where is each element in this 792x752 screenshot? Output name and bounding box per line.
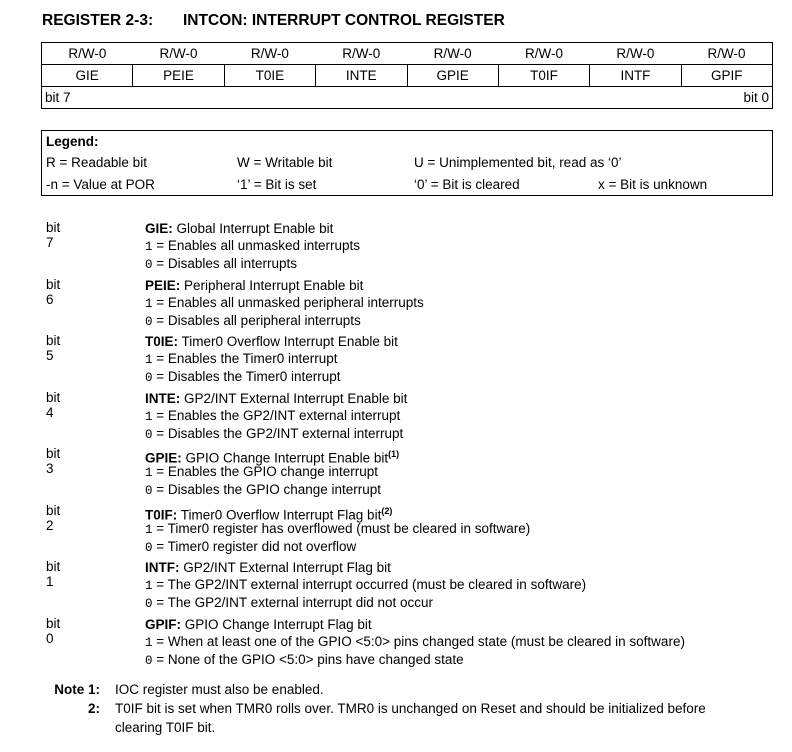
access-bit0: R/W-0 <box>681 43 772 65</box>
bit-label: bit 0 <box>46 615 61 646</box>
note-text: IOC register must also be enabled. <box>115 682 324 697</box>
legend-set: ‘1’ = Bit is set <box>237 177 317 192</box>
name-bit3: GPIE <box>407 65 498 87</box>
value-one-desc: = The GP2/INT external interrupt occurred (must be cleared in software) <box>152 577 587 592</box>
note-text: T0IF bit is set when TMR0 rolls over. TMR0 is unchanged on Reset and should be initialized before <box>115 701 706 716</box>
value-one-desc: = Enables all unmasked interrupts <box>152 238 361 253</box>
register-title <box>42 12 505 30</box>
bit-name: GPIF: <box>145 616 181 632</box>
note-key: 2: <box>87 701 100 716</box>
value-one-desc: = Enables the GPIO change interrupt <box>152 464 379 479</box>
value-zero: 0 <box>145 540 153 555</box>
bit-label: bit 5 <box>46 333 61 363</box>
access-bit4: R/W-0 <box>316 43 407 65</box>
value-one-desc: = Enables the Timer0 interrupt <box>152 351 338 366</box>
access-row <box>42 43 773 65</box>
bit-name: PEIE: <box>145 277 181 293</box>
legend-writable: W = Writable bit <box>237 155 333 170</box>
value-zero-desc: = None of the GPIO <5:0> pins have changed state <box>152 651 464 667</box>
access-bit2: R/W-0 <box>498 43 589 65</box>
bit-label: bit 4 <box>46 389 61 420</box>
lsb-label: bit 0 <box>743 90 769 105</box>
value-zero-desc: = Disables the Timer0 interrupt <box>152 369 341 384</box>
bit-title: GP2/INT External Interrupt Flag bit <box>179 560 391 575</box>
value-one: 1 <box>145 466 153 480</box>
register-name: INTCON: INTERRUPT CONTROL REGISTER <box>183 12 505 29</box>
bit-title: Timer0 Overflow Interrupt Flag bit <box>177 507 382 522</box>
value-zero-desc: = Timer0 register did not overflow <box>152 538 357 554</box>
bit-name: T0IF: <box>145 507 178 522</box>
value-zero-desc: = The GP2/INT external interrupt did not occur <box>152 595 434 610</box>
legend-readable: R = Readable bit <box>46 155 147 170</box>
value-one-desc: = Enables all unmasked peripheral interrupts <box>152 294 424 310</box>
name-bit0: GPIF <box>681 65 772 87</box>
note-2 <box>46 699 746 718</box>
access-bit1: R/W-0 <box>590 43 681 65</box>
value-zero: 0 <box>145 653 153 668</box>
value-zero-desc: = Disables the GP2/INT external interrupt <box>152 425 404 441</box>
name-bit4: INTE <box>316 65 407 87</box>
footnote-ref: (1) <box>388 449 400 459</box>
legend-cleared: ‘0’ = Bit is cleared <box>414 177 520 192</box>
value-one: 1 <box>145 522 153 537</box>
bit-label: bit 3 <box>46 446 61 476</box>
value-zero: 0 <box>145 597 153 611</box>
value-zero: 0 <box>145 371 153 385</box>
bit-name: INTE: <box>145 390 181 406</box>
value-one: 1 <box>145 579 153 593</box>
name-bit7: GIE <box>42 65 133 87</box>
value-zero: 0 <box>145 427 153 442</box>
access-bit6: R/W-0 <box>133 43 224 65</box>
name-bit2: T0IF <box>498 65 589 87</box>
bit-name: INTF: <box>145 560 180 575</box>
register-number: REGISTER 2-3: <box>42 12 154 29</box>
value-one: 1 <box>145 240 153 254</box>
name-bit1: INTF <box>590 65 681 87</box>
bit-title: Peripheral Interrupt Enable bit <box>180 277 364 293</box>
note-2-continued <box>46 718 746 737</box>
bit-label: bit 6 <box>46 276 61 307</box>
name-bit6: PEIE <box>133 65 224 87</box>
access-bit5: R/W-0 <box>224 43 315 65</box>
value-one: 1 <box>145 409 153 424</box>
bit-title: GPIO Change Interrupt Enable bit <box>181 450 389 466</box>
bit-title: Timer0 Overflow Interrupt Enable bit <box>178 334 398 349</box>
register-bit-table <box>41 42 773 109</box>
name-row <box>42 65 773 87</box>
value-zero-desc: = Disables the GPIO change interrupt <box>152 482 382 497</box>
value-one: 1 <box>145 296 153 311</box>
value-one: 1 <box>145 635 153 650</box>
bit-label: bit 1 <box>46 559 61 589</box>
bit-title: Global Interrupt Enable bit <box>172 221 334 236</box>
bit-name: GPIE: <box>145 450 182 466</box>
name-bit5: T0IE <box>224 65 315 87</box>
access-bit7: R/W-0 <box>42 43 133 65</box>
value-one-desc: = Timer0 register has overflowed (must be cleared in software) <box>152 520 531 536</box>
bit-title: GP2/INT External Interrupt Enable bit <box>180 390 408 406</box>
bit-name: T0IE: <box>145 334 179 349</box>
note-text: clearing T0IF bit. <box>115 720 216 735</box>
msb-label: bit 7 <box>45 90 71 105</box>
value-zero: 0 <box>145 258 153 272</box>
bit-label: bit 2 <box>46 502 61 533</box>
bit-name: GIE: <box>145 221 173 236</box>
legend-box <box>41 130 773 196</box>
footnote-ref: (2) <box>381 505 393 516</box>
notes-section <box>46 680 746 737</box>
value-zero: 0 <box>145 484 153 498</box>
value-zero: 0 <box>145 314 153 329</box>
bit-label: bit 7 <box>46 220 61 250</box>
legend-title: Legend: <box>46 134 99 149</box>
bit-position-row <box>42 87 773 109</box>
note-1 <box>46 680 746 699</box>
legend-unknown: x = Bit is unknown <box>598 177 708 192</box>
legend-unimplemented: U = Unimplemented bit, read as ‘0’ <box>414 155 622 170</box>
legend-por: -n = Value at POR <box>46 177 155 192</box>
bit-title: GPIO Change Interrupt Flag bit <box>181 616 372 632</box>
value-zero-desc: = Disables all peripheral interrupts <box>152 312 361 328</box>
value-one-desc: = When at least one of the GPIO <5:0> pins changed state (must be cleared in software) <box>152 633 685 649</box>
value-one-desc: = Enables the GP2/INT external interrupt <box>152 407 401 423</box>
note-key: Note 1: <box>54 682 100 697</box>
value-zero-desc: = Disables all interrupts <box>152 256 297 271</box>
access-bit3: R/W-0 <box>407 43 498 65</box>
value-one: 1 <box>145 353 153 367</box>
